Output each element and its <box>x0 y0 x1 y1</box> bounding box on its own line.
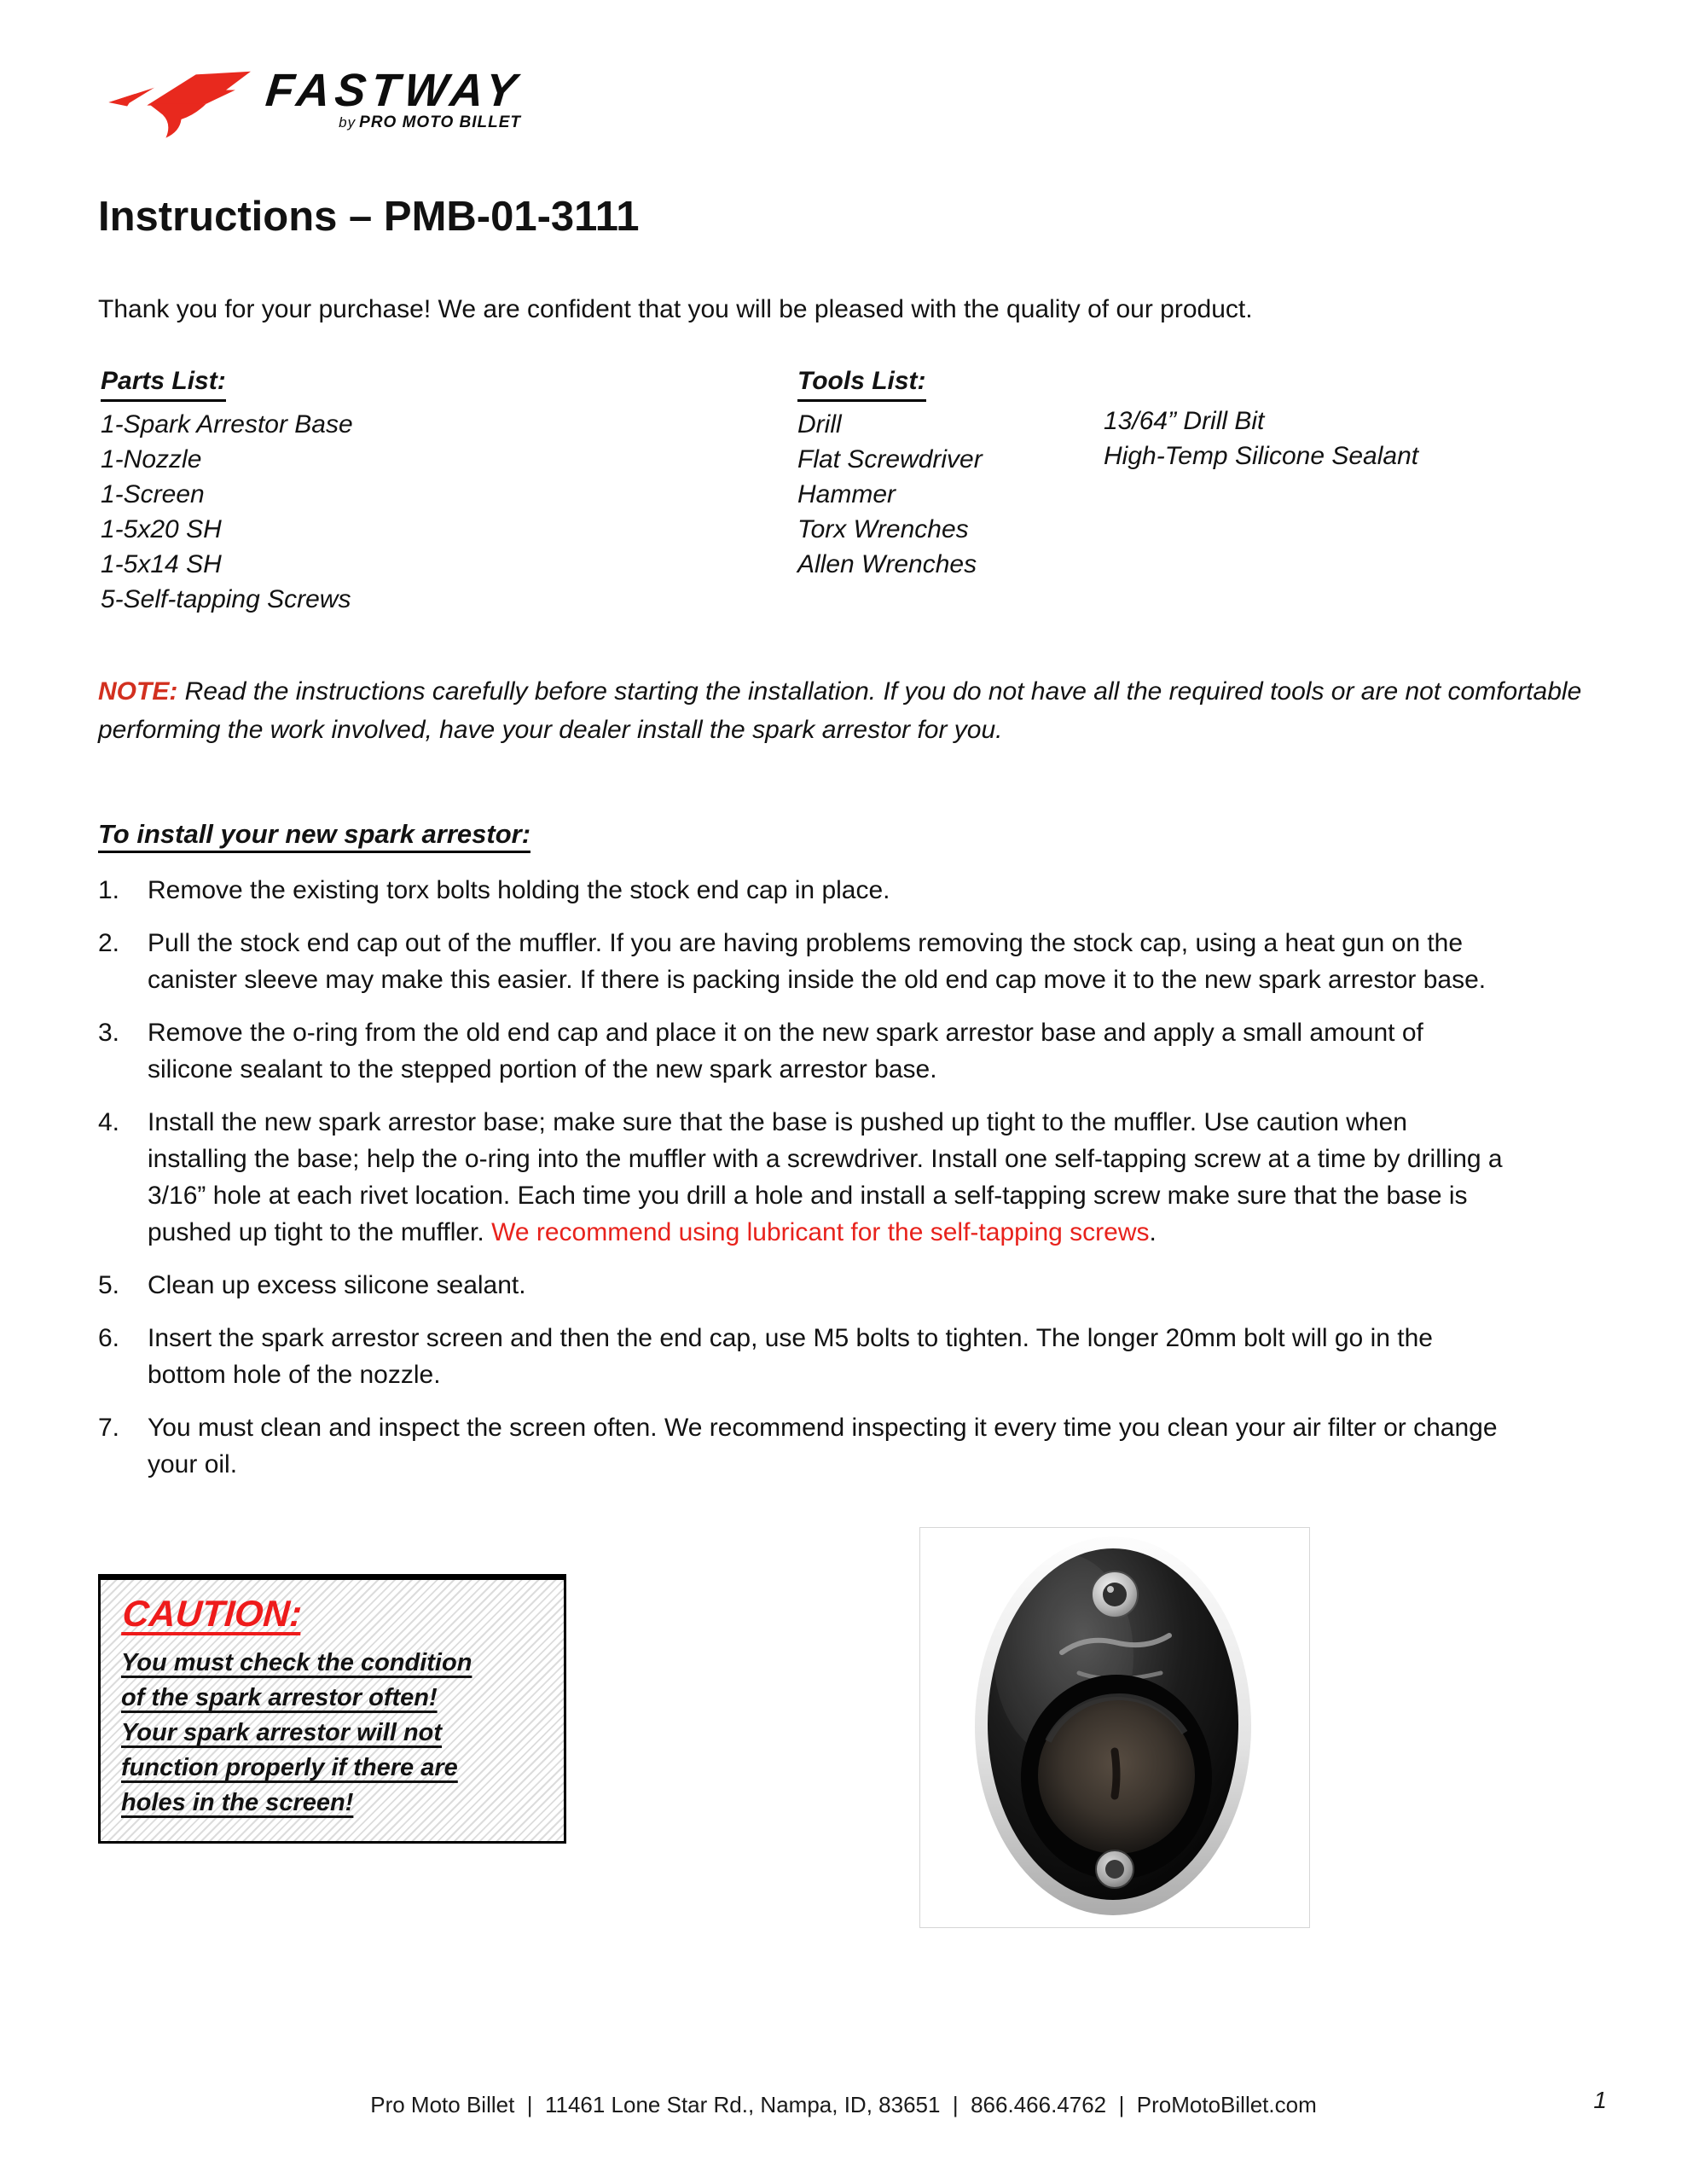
tools-list-item: Hammer <box>797 480 896 508</box>
step-text: Remove the o-ring from the old end cap and place it on the new spark arrestor base and apply a small amount of silicone sealant to the stepped portion of the new spark arrestor base. <box>148 1019 1423 1083</box>
caution-text-line: holes in the screen! <box>121 1789 354 1816</box>
page-number: 1 <box>1593 2087 1607 2113</box>
step-number: 4. <box>98 1108 120 1136</box>
step-text-period: . <box>1149 1218 1157 1246</box>
caution-text-line: of the spark arrestor often! <box>121 1684 438 1711</box>
step-number: 3. <box>98 1019 120 1047</box>
step-number: 6. <box>98 1324 120 1352</box>
note-paragraph <box>98 672 1582 749</box>
install-step-6 <box>98 1320 1510 1393</box>
parts-list-item: 1-Nozzle <box>101 445 202 473</box>
tools-list <box>797 363 983 582</box>
tools-list-item: Allen Wrenches <box>797 550 977 578</box>
note-label: NOTE: <box>98 677 178 706</box>
step-number: 5. <box>98 1271 120 1299</box>
tools-list-item: High-Temp Silicone Sealant <box>1104 442 1419 470</box>
parts-list-item: 1-Spark Arrestor Base <box>101 410 353 439</box>
install-step-4 <box>98 1104 1510 1251</box>
tools-list-item: Torx Wrenches <box>797 515 969 543</box>
step-text: Insert the spark arrestor screen and then the end cap, use M5 bolts to tighten. The longer 20mm bolt will go in the bottom hole of the nozzle. <box>148 1324 1433 1389</box>
fastway-logo <box>104 65 525 136</box>
parts-list-heading: Parts List: <box>101 363 353 402</box>
step-number: 1. <box>98 876 120 904</box>
caution-box <box>98 1574 566 1844</box>
step-number: 7. <box>98 1414 120 1442</box>
byline-prefix: by <box>339 114 357 131</box>
step-text: Remove the existing torx bolts holding the stock end cap in place. <box>148 876 890 904</box>
install-step-7 <box>98 1409 1510 1483</box>
fastway-wordmark <box>263 65 525 132</box>
install-step-1 <box>98 872 1510 909</box>
caution-text-line: Your spark arrestor will not <box>121 1719 443 1746</box>
note-text: Read the instructions carefully before starting the installation. If you do not have all the required tools or are not comfortable performing the work involved, have your dealer install the spark arrestor for you. <box>98 677 1582 744</box>
install-steps-list <box>98 872 1510 1499</box>
caution-text-line: You must check the condition <box>121 1649 472 1676</box>
install-section-heading: To install your new spark arrestor: <box>98 819 530 853</box>
tools-list-second-column <box>1104 404 1418 473</box>
spark-arrestor-end-cap-photo <box>919 1527 1310 1928</box>
fastway-byline <box>339 113 521 132</box>
fastway-brand-text: FASTWAY <box>263 65 525 116</box>
intro-text: Thank you for your purchase! We are confident that you will be pleased with the quality of our product. <box>98 295 1253 323</box>
step-text-black: Install the new spark arrestor base; make sure that the base is pushed up tight to the muffler. Use caution when installing the base; help the o-ring into the muffler with a screwdriver. Install one self-tapping screw at a time by drilling a 3/16” hole at each rivet location. Each time you drill a hole and install a self-tapping screw make sure that the base is pushed up tight to the muffler. <box>148 1108 1503 1246</box>
step-text: You must clean and inspect the screen often. We recommend inspecting it every time you clean your air filter or change your oil. <box>148 1414 1498 1478</box>
page-title: Instructions – PMB-01-3111 <box>98 194 640 240</box>
parts-list-item: 1-5x14 SH <box>101 550 222 578</box>
byline-company: PRO MOTO BILLET <box>359 113 522 131</box>
parts-list-item: 5-Self-tapping Screws <box>101 585 351 613</box>
step-text <box>148 1104 1510 1251</box>
caution-text-line: function properly if there are <box>121 1754 458 1781</box>
parts-list <box>101 363 353 617</box>
parts-list-item: 1-5x20 SH <box>101 515 222 543</box>
step-text: Clean up excess silicone sealant. <box>148 1271 526 1299</box>
tools-list-item: 13/64” Drill Bit <box>1104 407 1265 435</box>
step-number: 2. <box>98 929 120 957</box>
install-step-2 <box>98 925 1510 998</box>
install-step-5 <box>98 1267 1510 1304</box>
tools-list-item: Flat Screwdriver <box>797 445 983 473</box>
install-step-3 <box>98 1014 1510 1088</box>
tools-list-item: Drill <box>797 410 842 439</box>
tools-list-heading: Tools List: <box>797 363 983 402</box>
caution-label: CAUTION: <box>121 1594 304 1635</box>
parts-list-item: 1-Screen <box>101 480 205 508</box>
step-text-red-highlight: We recommend using lubricant for the self-tapping screws <box>491 1218 1150 1246</box>
footer-contact-line: Pro Moto Billet | 11461 Lone Star Rd., Nampa, ID, 83651 | 866.466.4762 | ProMotoBillet.com <box>370 2092 1317 2117</box>
fastway-arrow-icon <box>104 70 251 136</box>
step-text: Pull the stock end cap out of the muffler. If you are having problems removing the stock cap, using a heat gun on the canister sleeve may make this easier. If there is packing inside the old end cap move it to the new spark arrestor base. <box>148 929 1487 994</box>
